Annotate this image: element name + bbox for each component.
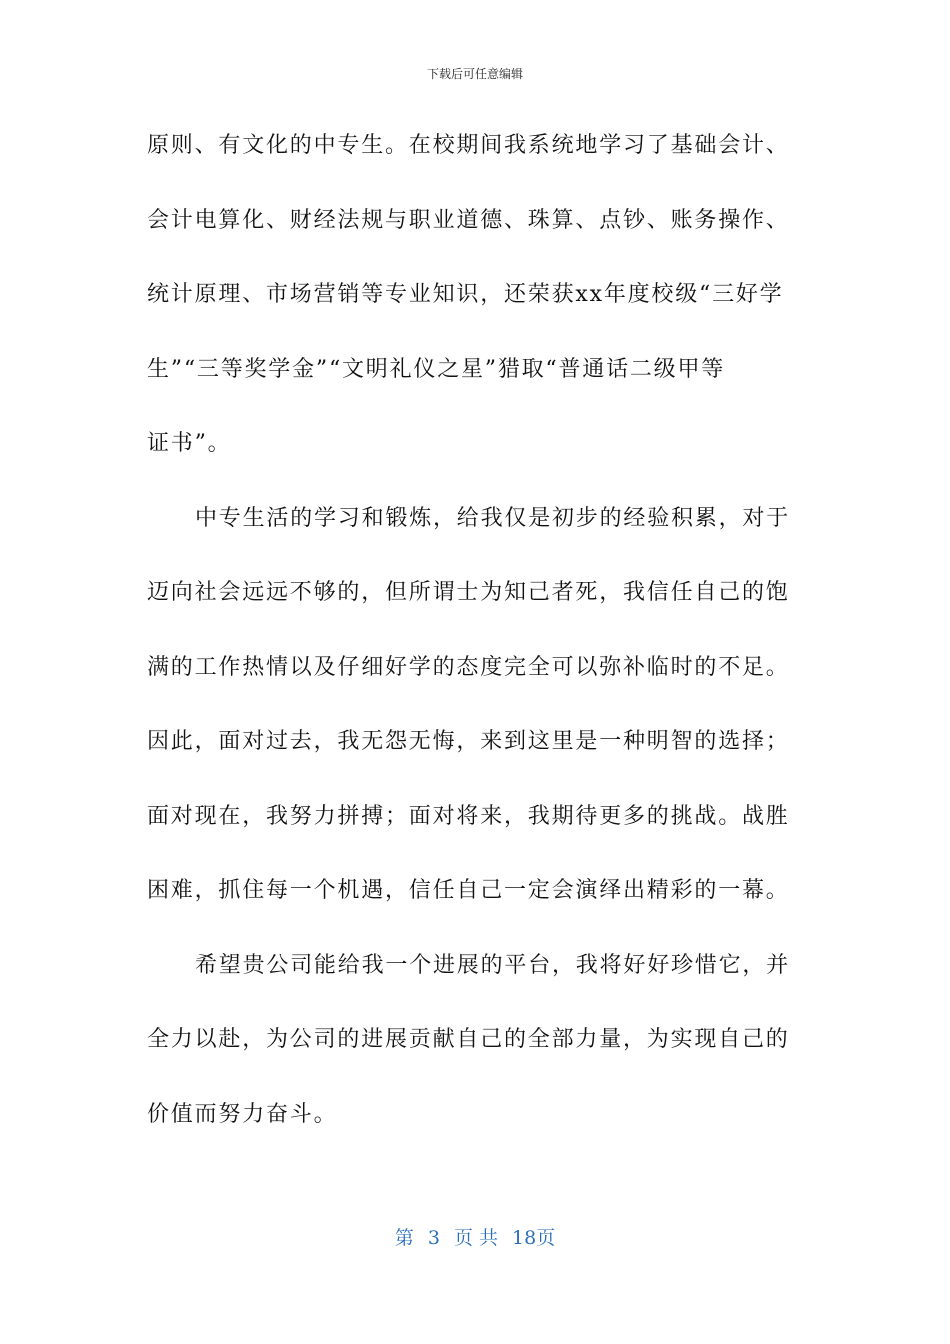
- text-line: 证书”。: [147, 431, 232, 456]
- text-line: 迈向社会远远不够的，但所谓士为知己者死，我信任自己的饱: [147, 580, 790, 605]
- text-line: 面对现在，我努力拼搏；面对将来，我期待更多的挑战。战胜: [147, 803, 790, 829]
- text-line: 因此，面对过去，我无怨无悔，来到这里是一种明智的选择；: [147, 729, 790, 754]
- text-line: 统计原理、市场营销等专业知识，还荣获xx年度校级“三好学: [147, 282, 784, 307]
- text-line: 生”“三等奖学金”“文明礼仪之星”猎取“普通话二级甲等: [147, 356, 726, 382]
- text-line: 会计电算化、财经法规与职业道德、珠算、点钞、账务操作、: [147, 207, 790, 233]
- footer-middle: 页 共: [453, 1227, 498, 1249]
- page-number-footer: [0, 1226, 950, 1250]
- document-body: [147, 124, 807, 1167]
- text-line: 价值而努力奋斗。: [147, 1101, 338, 1127]
- text-line: 满的工作热情以及仔细好学的态度完全可以弥补临时的不足。: [147, 654, 790, 680]
- page-header: 下载后可任意编辑: [426, 67, 523, 81]
- current-page-number: 3: [427, 1227, 440, 1249]
- paragraph-first-line: 希望贵公司能给我一个进展的平台，我将好好珍惜它，并: [195, 952, 791, 978]
- total-pages: 18页: [512, 1227, 556, 1249]
- paragraph-first-line: 中专生活的学习和锻炼，给我仅是初步的经验积累，对于: [195, 505, 791, 531]
- footer-prefix: 第: [394, 1227, 414, 1249]
- text-line: 原则、有文化的中专生。在校期间我系统地学习了基础会计、: [147, 133, 790, 158]
- text-line: 困难，抓住每一个机遇，信任自己一定会演绎出精彩的一幕。: [147, 878, 790, 903]
- text-line: 全力以赴，为公司的进展贡献自己的全部力量，为实现自己的: [147, 1027, 790, 1052]
